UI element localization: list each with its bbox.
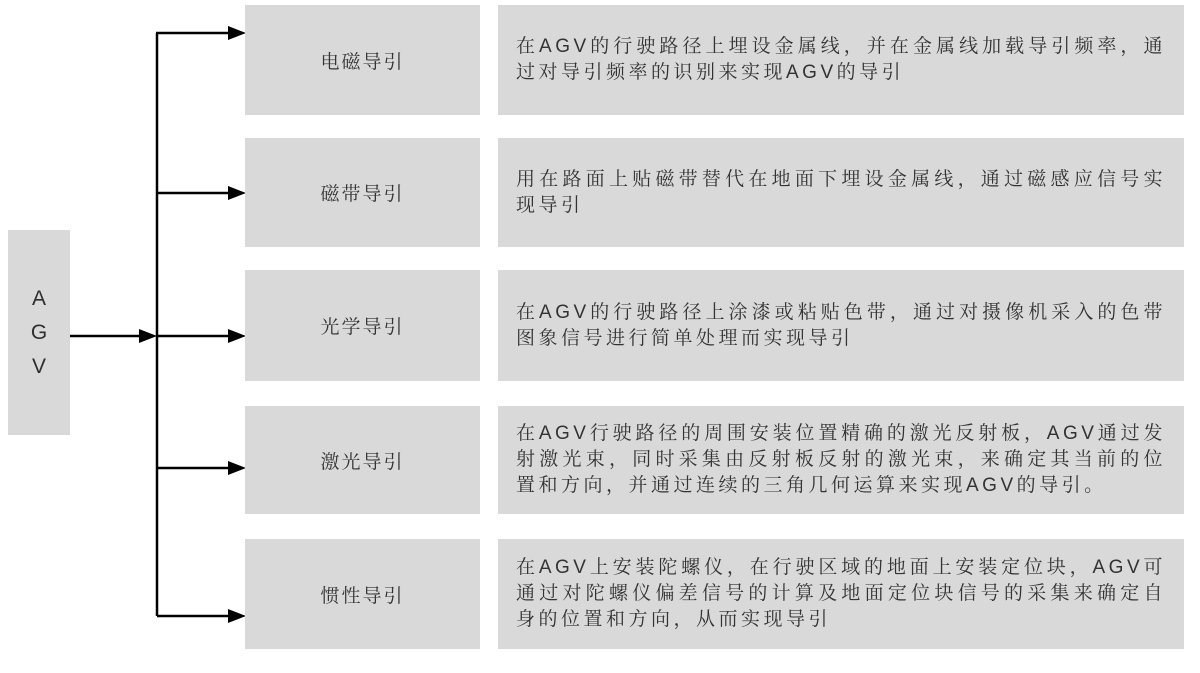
branch-description-magnetic-tape xyxy=(498,138,1184,247)
branch-label-electromagnetic xyxy=(245,5,480,115)
branch-description-inertial xyxy=(498,539,1184,649)
branch-label-inertial xyxy=(245,539,480,649)
arrowhead-icon xyxy=(228,26,246,40)
root-node-label: AGV xyxy=(30,286,48,378)
branch-label-text: 激光导引 xyxy=(320,451,405,473)
branch-description-text: 用在路面上贴磁带替代在地面下埋设金属线，通过磁感应信号实现导引 xyxy=(516,168,1166,216)
arrowhead-icon xyxy=(139,329,157,343)
branch-description-text: 在AGV上安装陀螺仪，在行驶区域的地面上安装定位块，AGV可通过对陀螺仪偏差信号的计算及地面定位块信号的采集来确定自身的位置和方向，从而实现导引 xyxy=(516,557,1166,630)
branch-description-text: 在AGV的行驶路径上涂漆或粘贴色带，通过对摄像机采入的色带图象信号进行简单处理而实现导引 xyxy=(516,301,1166,349)
branch-description-laser xyxy=(498,406,1184,514)
branch-label-laser xyxy=(245,406,480,514)
branch-label-text: 惯性导引 xyxy=(320,585,405,607)
arrowhead-icon xyxy=(228,329,246,343)
root-node-agv xyxy=(8,230,70,435)
branch-description-text: 在AGV的行驶路径上埋设金属线，并在金属线加载导引频率，通过对导引频率的识别来实现AGV的导引 xyxy=(516,36,1166,83)
branch-label-text: 光学导引 xyxy=(320,317,405,338)
branch-label-text: 电磁导引 xyxy=(320,51,405,73)
branch-description-electromagnetic xyxy=(498,5,1184,115)
branch-label-optical xyxy=(245,270,480,381)
arrowhead-icon xyxy=(228,461,246,475)
branch-label-text: 磁带导引 xyxy=(320,184,405,205)
branch-description-text: 在AGV行驶路径的周围安装位置精确的激光反射板，AGV通过发射激光束，同时采集由反射板反射的激光束，来确定其当前的位置和方向，并通过连续的三角几何运算来实现AGV的导引。 xyxy=(516,423,1166,496)
branch-label-magnetic-tape xyxy=(245,138,480,247)
arrowhead-icon xyxy=(228,186,246,200)
arrowhead-icon xyxy=(228,609,246,623)
branch-description-optical xyxy=(498,270,1184,381)
